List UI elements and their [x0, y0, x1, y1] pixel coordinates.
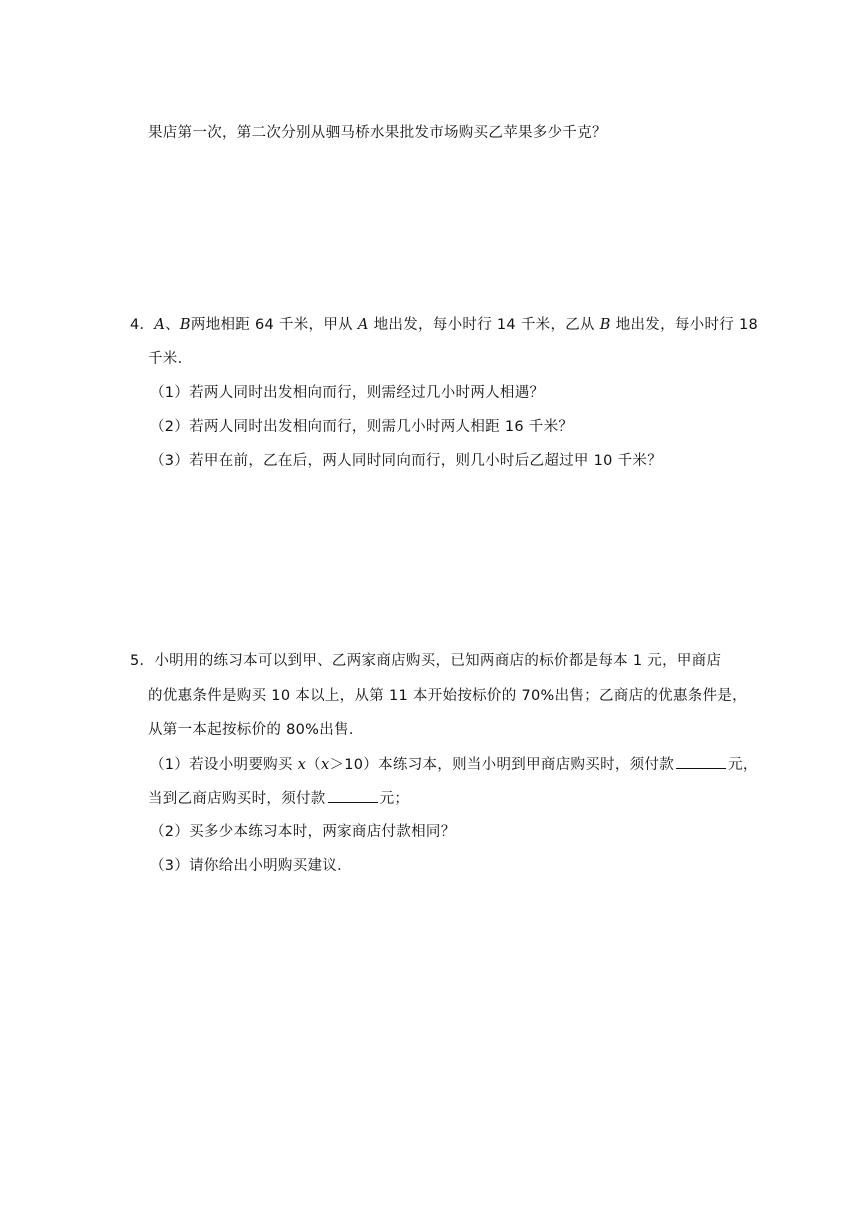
q4-var-a2: A	[357, 317, 369, 333]
q5-number: 5．	[130, 653, 155, 669]
q4-var-b2: B	[599, 317, 611, 333]
q5-line3: 从第一本起按标价的 80%出售．	[148, 722, 364, 738]
prev-question-line: 果店第一次，第二次分别从驷马桥水果批发市场购买乙苹果多少千克？	[148, 125, 607, 141]
q5-sub3: （3）请你给出小明购买建议．	[150, 858, 352, 874]
q5-sub1-line2: 当到乙商店购买时，须付款 元；	[148, 788, 409, 809]
q4-sub2: （2）若两人同时出发相向而行，则需几小时两人相距 16 千米？	[150, 419, 574, 435]
q5-var-x: x	[297, 757, 307, 773]
answer-blank-1[interactable]	[676, 754, 726, 769]
q4-var-a: A	[154, 317, 166, 333]
q4-number: 4．	[130, 317, 155, 333]
q4-line1: 4．A、B两地相距 64 千米，甲从 A 地出发，每小时行 14 千米，乙从 B 地出发，每小时行 18	[130, 317, 759, 333]
q5-sub1-line1: （1）若设小明要购买 x（x＞10）本练习本，则当小明到甲商店购买时，须付款 元，	[150, 754, 758, 775]
q4-line2: 千米．	[148, 351, 193, 367]
q4-var-b: B	[179, 317, 191, 333]
answer-blank-2[interactable]	[328, 788, 378, 803]
q5-line1: 5．小明用的练习本可以到甲、乙两家商店购买，已知两商店的标价都是每本 1 元，甲商店	[130, 653, 722, 669]
q4-sub1: （1）若两人同时出发相向而行，则需经过几小时两人相遇？	[150, 385, 545, 401]
q5-var-x2: x	[320, 757, 330, 773]
q5-sub2: （2）买多少本练习本时，两家商店付款相同？	[150, 824, 456, 840]
q4-sub3: （3）若甲在前，乙在后，两人同时同向而行，则几小时后乙超过甲 10 千米？	[150, 453, 662, 469]
q5-line2: 的优惠条件是购买 10 本以上，从第 11 本开始按标价的 70%出售；乙商店的优惠条件是，	[148, 688, 747, 704]
